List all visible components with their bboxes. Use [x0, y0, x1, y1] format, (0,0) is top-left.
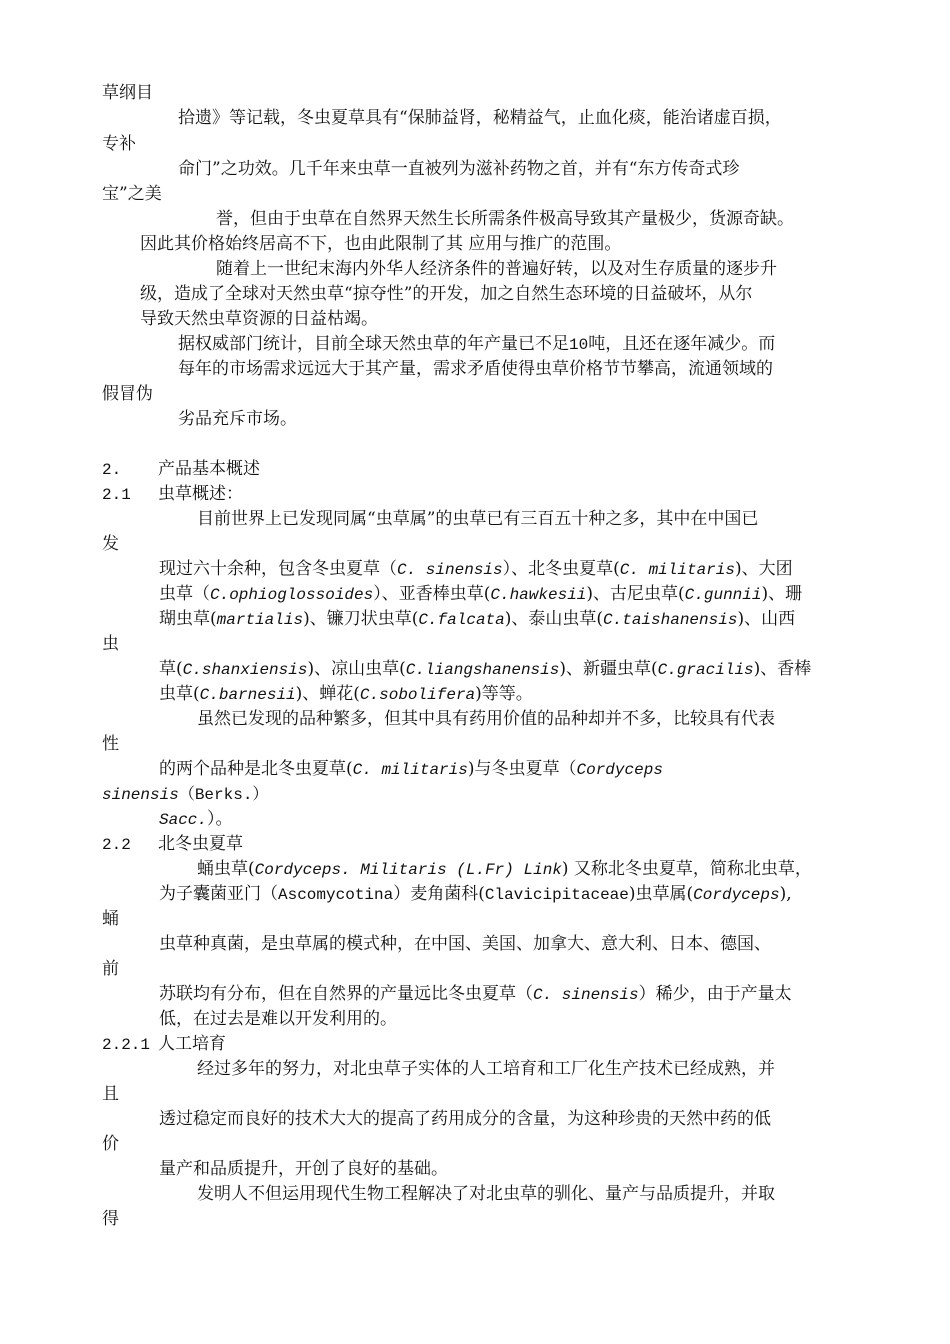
- section-heading: 2. 产品基本概述: [102, 459, 260, 479]
- text-line: 虫: [102, 634, 119, 654]
- text-line: 性: [102, 734, 119, 754]
- text-line: 瑚虫草(martialis)、镰刀状虫草(C.falcata)、泰山虫草(C.taishanensis)、山西: [159, 609, 796, 629]
- text-line: 价: [102, 1134, 119, 1154]
- text-line: 且: [102, 1084, 119, 1104]
- text-line: 发: [102, 534, 119, 554]
- section-heading: 2.1 虫草概述：: [102, 484, 243, 504]
- text-line: 因此其价格始终居高不下，也由此限制了其 应用与推广的范围。: [140, 234, 622, 254]
- text-line: 苏联均有分布，但在自然界的产量远比冬虫夏草（C. sinensis）稀少，由于产量太: [159, 984, 792, 1004]
- text-line: 专补: [102, 134, 136, 154]
- text-line: Sacc.）。: [159, 809, 233, 829]
- text-line: 量产和品质提升，开创了良好的基础。: [159, 1159, 448, 1179]
- text-line: 低，在过去是难以开发利用的。: [159, 1009, 397, 1029]
- text-line: 命门”之功效。几千年来虫草一直被列为滋补药物之首，并有“东方传奇式珍: [178, 159, 740, 179]
- text-line: 得: [102, 1209, 119, 1229]
- text-line: 导致天然虫草资源的日益枯竭。: [140, 309, 378, 329]
- text-line: 发明人不但运用现代生物工程解决了对北虫草的驯化、量产与品质提升，并取: [197, 1184, 775, 1204]
- text-line: 虽然已发现的品种繁多，但其中具有药用价值的品种却并不多，比较具有代表: [197, 709, 775, 729]
- text-line: 经过多年的努力，对北虫草子实体的人工培育和工厂化生产技术已经成熟，并: [197, 1059, 775, 1079]
- text-line: 虫草(C.barnesii)、蝉花(C.sobolifera)等等。: [159, 684, 533, 704]
- text-line: 每年的市场需求远远大于其产量，需求矛盾使得虫草价格节节攀高，流通领域的: [178, 359, 773, 379]
- text-line: 随着上一世纪末海内外华人经济条件的普遍好转，以及对生存质量的逐步升: [216, 259, 777, 279]
- text-line: 蛹虫草(Cordyceps. Militaris (L.Fr) Link) 又称北冬虫夏草，简称北虫草，: [197, 859, 812, 879]
- text-line: 级，造成了全球对天然虫草“掠夺性”的开发，加之自然生态环境的日益破坏，从尔: [140, 284, 753, 304]
- text-line: sinensis（Berks.）: [102, 786, 269, 804]
- text-line: 透过稳定而良好的技术大大的提高了药用成分的含量，为这种珍贵的天然中药的低: [159, 1109, 771, 1129]
- section-heading: 2.2.1 人工培育: [102, 1034, 226, 1054]
- text-line: 拾遗》等记载，冬虫夏草具有“保肺益肾，秘精益气，止血化痰，能治诸虚百损，: [178, 108, 782, 128]
- text-line: 虫草（C.ophioglossoides）、亚香棒虫草(C.hawkesii)、古尼虫草(C.gunnii)、珊: [159, 584, 803, 604]
- text-line: 誉，但由于虫草在自然界天然生长所需条件极高导致其产量极少，货源奇缺。: [216, 209, 794, 229]
- text-line: 据权威部门统计，目前全球天然虫草的年产量已不足10吨，且还在逐年减少。而: [178, 334, 776, 354]
- text-line: 虫草种真菌，是虫草属的模式种，在中国、美国、加拿大、意大利、日本、德国、: [159, 934, 771, 954]
- text-line: 劣品充斥市场。: [178, 409, 297, 429]
- text-line: 蛹: [102, 909, 119, 929]
- text-line: 草纲目: [102, 83, 153, 103]
- text-line: 前: [102, 959, 119, 979]
- section-heading: 2.2 北冬虫夏草: [102, 834, 243, 854]
- text-line: 现过六十余种，包含冬虫夏草（C. sinensis）、北冬虫夏草(C. militaris)、大团: [159, 559, 793, 579]
- text-line: 为子囊菌亚门（Ascomycotina）麦角菌科(Clavicipitaceae)虫草属(Cordyceps),: [159, 884, 792, 904]
- text-line: 目前世界上已发现同属“虫草属”的虫草已有三百五十种之多，其中在中国已: [197, 509, 759, 529]
- text-line: 假冒伪: [102, 384, 153, 404]
- text-line: 宝”之美: [102, 184, 162, 204]
- text-line: 草(C.shanxiensis)、凉山虫草(C.liangshanensis)、新疆虫草(C.gracilis)、香棒: [159, 659, 812, 679]
- text-line: 的两个品种是北冬虫夏草(C. militaris)与冬虫夏草（Cordyceps: [159, 759, 663, 779]
